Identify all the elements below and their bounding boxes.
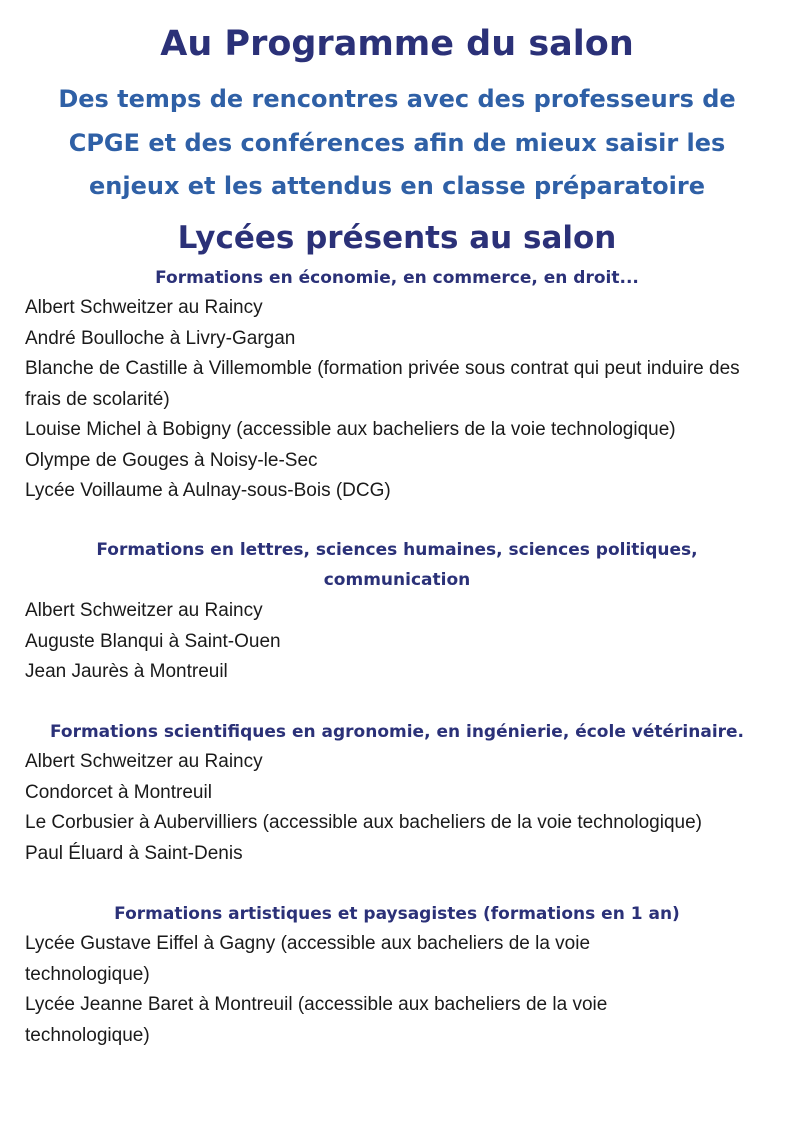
category-heading-artistiques: Formations artistiques et paysagistes (formations en 1 an)	[114, 904, 680, 924]
list-item: Condorcet à Montreuil	[25, 781, 212, 803]
category-heading-economie: Formations en économie, en commerce, en droit...	[155, 268, 639, 288]
list-item: Olympe de Gouges à Noisy-le-Sec	[25, 449, 318, 471]
category-heading-lettres: Formations en lettres, sciences humaines, sciences politiques, communication	[96, 540, 698, 590]
category-heading-scientifiques: Formations scientifiques en agronomie, en ingénierie, école vétérinaire.	[49, 722, 745, 742]
category-list-economie	[25, 293, 777, 507]
list-item: Albert Schweitzer au Raincy	[25, 600, 263, 621]
list-item: Lycée Gustave Eiffel à Gagny (accessible aux bacheliers de la voie technologique)	[25, 933, 591, 985]
list-item: Albert Schweitzer au Raincy	[25, 297, 263, 318]
list-item: Paul Éluard à Saint-Denis	[25, 842, 243, 864]
category-list-lettres	[25, 596, 777, 688]
category-list-artistiques	[25, 929, 685, 1051]
list-item: Jean Jaurès à Montreuil	[25, 661, 228, 682]
section-title-lycees: Lycées présents au salon	[177, 220, 617, 256]
category-list-scientifiques	[25, 747, 777, 869]
list-item: Louise Michel à Bobigny (accessible aux bacheliers de la voie technologique)	[25, 419, 676, 440]
page-title: Au Programme du salon	[160, 24, 634, 64]
list-item: Albert Schweitzer au Raincy	[25, 751, 263, 772]
list-item: Le Corbusier à Aubervilliers (accessible aux bacheliers de la voie technologique)	[25, 812, 702, 833]
list-item: Auguste Blanqui à Saint-Ouen	[25, 630, 281, 652]
list-item: Lycée Jeanne Baret à Montreuil (accessible aux bacheliers de la voie technologique)	[25, 994, 608, 1046]
list-item: Lycée Voillaume à Aulnay-sous-Bois (DCG)	[25, 480, 391, 501]
page-subtitle: Des temps de rencontres avec des professeurs de CPGE et des conférences afin de mieux saisir les enjeux et les attendus en classe préparatoire	[58, 85, 736, 200]
list-item: Blanche de Castille à Villemomble (formation privée sous contrat qui peut induire des frais de scolarité)	[25, 358, 740, 410]
list-item: André Boulloche à Livry-Gargan	[25, 327, 296, 349]
